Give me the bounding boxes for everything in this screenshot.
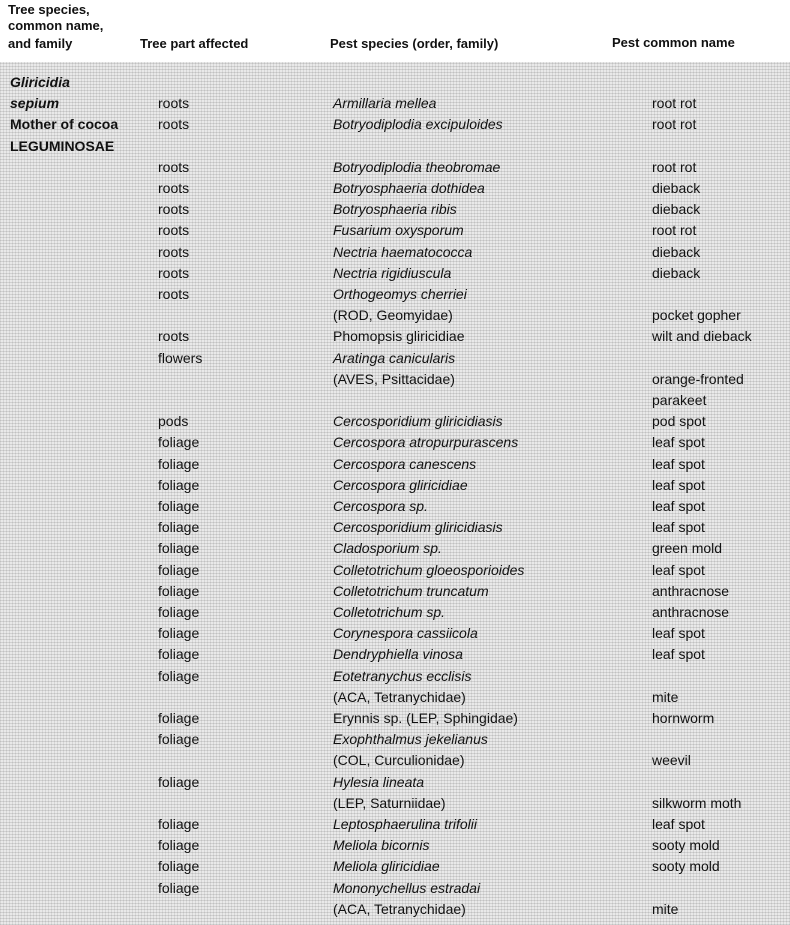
table-row: [0, 581, 790, 602]
table-row: [0, 644, 790, 665]
cell-tree-part: foliage: [158, 731, 200, 748]
cell-pest-species: Botryodiplodia excipuloides: [333, 116, 503, 133]
cell-pest-species: Colletotrichum truncatum: [333, 582, 489, 599]
cell-tree-part: foliage: [158, 540, 200, 557]
table-row: [0, 814, 790, 835]
cell-pest-common-name: hornworm: [652, 710, 715, 726]
header-species-line1: Tree species,: [8, 2, 90, 17]
cell-tree-part: roots: [158, 222, 190, 239]
cell-pest-species: Meliola bicornis: [333, 837, 430, 854]
cell-tree-part: foliage: [158, 710, 200, 726]
cell-pest-common-name: leaf spot: [652, 455, 705, 472]
cell-pest-species: Leptosphaerulina trifolii: [333, 816, 477, 832]
table-row: [0, 772, 790, 793]
cell-tree-part: foliage: [158, 667, 200, 684]
header-pest-species: Pest species (order, family): [330, 36, 499, 51]
cell-tree-part: roots: [158, 264, 190, 281]
cell-tree-part: foliage: [158, 582, 200, 599]
table-row: [0, 878, 790, 899]
cell-tree-part: flowers: [158, 349, 203, 366]
cell-tree-part: foliage: [158, 879, 200, 896]
cell-pest-common-name: leaf spot: [652, 625, 705, 642]
cell-pest-common-name: weevil: [652, 752, 691, 769]
cell-pest-species: (ACA, Tetranychidae): [333, 900, 466, 917]
cell-tree-part: foliage: [158, 773, 200, 790]
cell-pest-species: Cercosporidium gliricidiasis: [333, 413, 503, 430]
cell-pest-common-name: green mold: [652, 540, 723, 557]
header-pest-common-name: Pest common name: [612, 35, 735, 50]
cell-tree-part: roots: [158, 180, 190, 196]
cell-tree-part: roots: [158, 243, 190, 260]
table-row: [0, 411, 790, 432]
cell-pest-species: Cladosporium sp.: [333, 540, 442, 557]
table-row: [0, 475, 790, 496]
cell-pest-common-name: root rot: [652, 222, 697, 239]
cell-pest-species: Orthogeomys cherriei: [333, 286, 467, 302]
cell-tree-part: foliage: [158, 498, 200, 514]
header-species-line2: common name,: [8, 18, 104, 33]
cell-pest-common-name: dieback: [652, 180, 701, 196]
cell-pest-species: Cercospora gliricidiae: [333, 476, 468, 493]
table-row: [0, 220, 790, 241]
cell-pest-common-name: root rot: [652, 95, 697, 112]
cell-tree-part: roots: [158, 158, 190, 175]
cell-pest-common-name: dieback: [652, 243, 701, 260]
cell-pest-species: (ROD, Geomyidae): [333, 307, 453, 324]
table-row: [0, 560, 790, 581]
cell-pest-species: Cercosporidium gliricidiasis: [333, 519, 503, 536]
cell-pest-common-name: leaf spot: [652, 816, 705, 832]
cell-pest-common-name: root rot: [652, 116, 697, 133]
cell-pest-species: (LEP, Saturniidae): [333, 794, 446, 811]
cell-pest-common-name: mite: [652, 688, 679, 705]
cell-tree-part: foliage: [158, 625, 200, 642]
cell-pest-species: Phomopsis gliricidiae: [333, 328, 465, 345]
cell-tree-part: foliage: [158, 837, 200, 854]
cell-tree-species: Gliricidia: [10, 74, 70, 90]
cell-pest-common-name: leaf spot: [652, 498, 705, 514]
cell-pest-common-name: leaf spot: [652, 519, 705, 536]
table-row: [0, 199, 790, 220]
cell-tree-species: Mother of cocoa: [10, 116, 119, 133]
cell-pest-species: Hylesia lineata: [333, 773, 425, 790]
cell-pest-species: Meliola gliricidiae: [333, 858, 440, 875]
table-header: [0, 0, 790, 62]
cell-tree-part: foliage: [158, 476, 200, 493]
cell-tree-part: roots: [158, 286, 190, 302]
table-row: [0, 136, 790, 157]
cell-tree-part: roots: [158, 116, 190, 133]
cell-pest-species: Botryosphaeria ribis: [333, 201, 457, 218]
cell-pest-species: (COL, Curculionidae): [333, 752, 465, 769]
table-row: [0, 496, 790, 517]
table-row: [0, 666, 790, 687]
cell-pest-common-name: sooty mold: [652, 858, 720, 875]
cell-tree-species: LEGUMINOSAE: [10, 137, 115, 154]
cell-pest-species: Corynespora cassiicola: [333, 625, 478, 642]
cell-pest-common-name: pocket gopher: [652, 307, 741, 324]
table-row: [0, 326, 790, 347]
cell-tree-part: roots: [158, 201, 190, 218]
cell-pest-common-name: leaf spot: [652, 646, 705, 663]
cell-pest-common-name: root rot: [652, 158, 697, 175]
cell-tree-part: roots: [158, 95, 190, 112]
cell-tree-part: foliage: [158, 646, 200, 663]
cell-pest-species: Mononychellus estradai: [333, 879, 481, 896]
cell-pest-species: (ACA, Tetranychidae): [333, 688, 466, 705]
table-row: [0, 517, 790, 538]
cell-tree-part: foliage: [158, 604, 200, 620]
table-row: [0, 263, 790, 284]
cell-pest-common-name: leaf spot: [652, 434, 705, 451]
table-row: [0, 348, 790, 369]
cell-pest-common-name: pod spot: [652, 413, 706, 430]
table-row: [0, 432, 790, 453]
cell-pest-common-name: dieback: [652, 201, 701, 218]
table-row: [0, 284, 790, 305]
cell-pest-species: Fusarium oxysporum: [333, 222, 464, 239]
cell-pest-common-name: parakeet: [652, 392, 707, 408]
cell-tree-part: foliage: [158, 816, 200, 832]
cell-tree-part: foliage: [158, 455, 200, 472]
table-row: [0, 623, 790, 644]
table-row: [0, 750, 790, 771]
table-row: [0, 729, 790, 750]
header-tree-part: Tree part affected: [140, 36, 249, 51]
cell-tree-part: roots: [158, 328, 190, 345]
cell-pest-species: Dendryphiella vinosa: [333, 646, 463, 663]
cell-pest-species: Cercospora canescens: [333, 455, 477, 472]
cell-pest-common-name: leaf spot: [652, 476, 705, 493]
cell-pest-species: Colletotrichum sp.: [333, 604, 446, 620]
table-row: [0, 242, 790, 263]
table-row: [0, 390, 790, 411]
cell-pest-species: Nectria haematococca: [333, 243, 473, 260]
table-row: [0, 178, 790, 199]
cell-pest-species: Botryodiplodia theobromae: [333, 158, 501, 175]
cell-pest-common-name: leaf spot: [652, 561, 705, 578]
table-row: [0, 793, 790, 814]
cell-pest-species: Cercospora atropurpurascens: [333, 434, 519, 451]
table-row: [0, 538, 790, 559]
table-row: [0, 454, 790, 475]
cell-pest-common-name: mite: [652, 900, 679, 917]
cell-pest-common-name: orange-fronted: [652, 370, 744, 387]
cell-tree-part: foliage: [158, 519, 200, 536]
cell-pest-species: Exophthalmus jekelianus: [333, 731, 488, 748]
table-row: [0, 899, 790, 920]
cell-pest-common-name: anthracnose: [652, 582, 730, 599]
cell-pest-common-name: wilt and dieback: [652, 328, 752, 345]
table-row: [0, 157, 790, 178]
cell-tree-part: foliage: [158, 434, 200, 451]
cell-pest-species: Nectria rigidiuscula: [333, 264, 452, 281]
table-row: [0, 114, 790, 135]
cell-pest-species: Cercospora sp.: [333, 498, 428, 514]
table-row: [0, 93, 790, 114]
header-species-line3: and family: [8, 36, 73, 51]
cell-tree-part: foliage: [158, 858, 200, 875]
cell-pest-common-name: sooty mold: [652, 837, 720, 854]
cell-pest-species: Aratinga canicularis: [333, 349, 456, 366]
table-row: [0, 835, 790, 856]
cell-pest-species: Erynnis sp. (LEP, Sphingidae): [333, 710, 518, 726]
table-row: [0, 856, 790, 877]
table-row: [0, 602, 790, 623]
cell-pest-species: Botryosphaeria dothidea: [333, 180, 485, 196]
table-row: [0, 305, 790, 326]
cell-pest-common-name: dieback: [652, 264, 701, 281]
cell-pest-species: Colletotrichum gloeosporioides: [333, 561, 525, 578]
cell-pest-common-name: silkworm moth: [652, 794, 742, 811]
table-row: [0, 687, 790, 708]
table-row: [0, 369, 790, 390]
cell-pest-common-name: anthracnose: [652, 604, 730, 620]
table-row: [0, 72, 790, 93]
table-row: [0, 708, 790, 729]
cell-pest-species: (AVES, Psittacidae): [333, 370, 455, 387]
table-body: [0, 62, 790, 925]
cell-pest-species: Eotetranychus ecclisis: [333, 667, 472, 684]
cell-tree-part: foliage: [158, 561, 200, 578]
cell-tree-species: sepium: [10, 95, 60, 112]
cell-tree-part: pods: [158, 413, 189, 430]
cell-pest-species: Armillaria mellea: [333, 95, 437, 112]
